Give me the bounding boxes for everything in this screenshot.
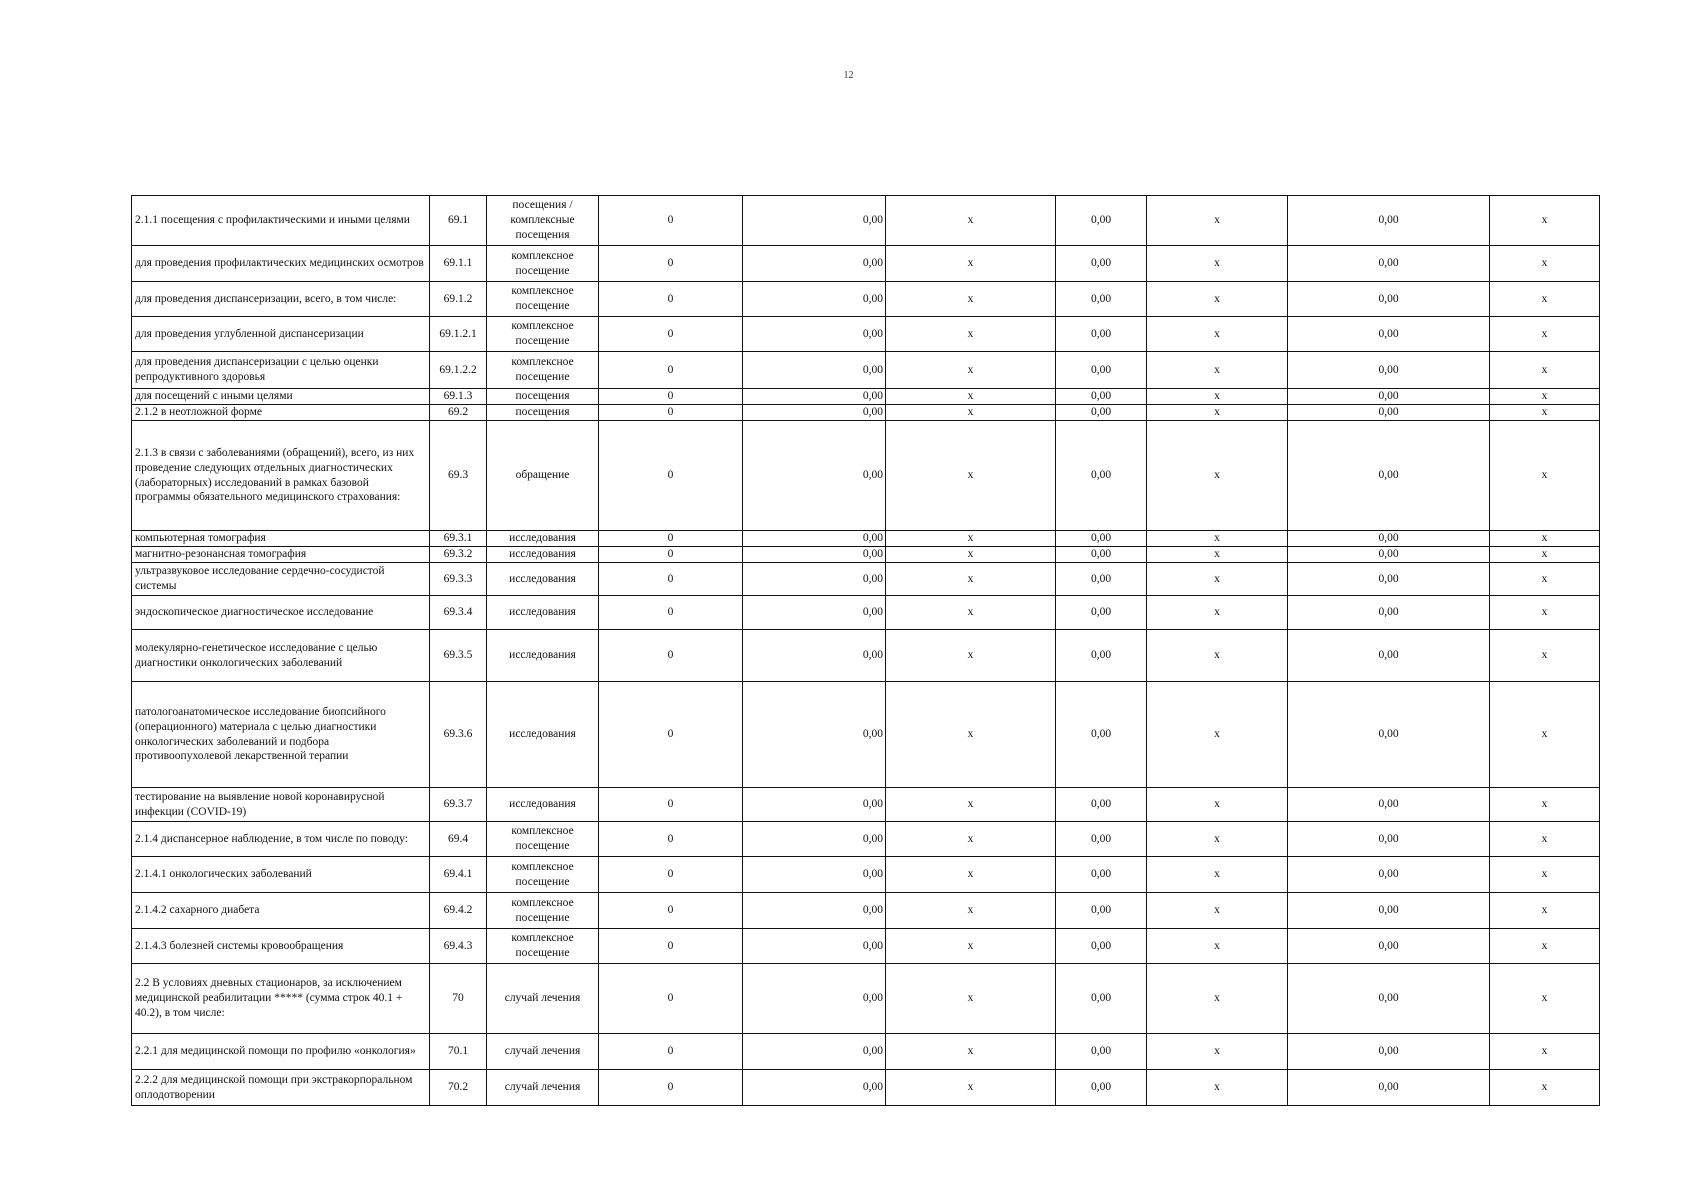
row-value: 0,00 (1288, 929, 1490, 964)
row-volume: 0 (599, 1034, 743, 1070)
row-volume: 0 (599, 421, 743, 531)
row-unit: случай лечения (487, 1034, 599, 1070)
row-code: 69.2 (430, 405, 487, 421)
row-value: 0,00 (1056, 389, 1147, 405)
table-row (132, 246, 1600, 282)
row-mark: х (1147, 563, 1288, 596)
table-body (132, 196, 1600, 1106)
row-mark: х (1490, 389, 1600, 405)
row-cost: 0,00 (743, 405, 886, 421)
row-name: 2.1.2 в неотложной форме (132, 405, 430, 421)
row-value: 0,00 (1056, 531, 1147, 547)
row-value: 0,00 (1288, 196, 1490, 246)
row-cost: 0,00 (743, 1034, 886, 1070)
row-cost: 0,00 (743, 282, 886, 317)
row-value: 0,00 (1288, 282, 1490, 317)
row-cost: 0,00 (743, 1070, 886, 1106)
row-volume: 0 (599, 929, 743, 964)
row-value: 0,00 (1288, 547, 1490, 563)
row-cost: 0,00 (743, 822, 886, 857)
row-cost: 0,00 (743, 563, 886, 596)
row-value: 0,00 (1056, 1034, 1147, 1070)
row-mark: х (886, 682, 1056, 788)
row-mark: х (1147, 1070, 1288, 1106)
row-unit: комплексное посещение (487, 317, 599, 352)
table-row (132, 893, 1600, 929)
row-code: 69.3.1 (430, 531, 487, 547)
row-code: 69.3.4 (430, 596, 487, 630)
row-value: 0,00 (1288, 531, 1490, 547)
row-volume: 0 (599, 822, 743, 857)
row-name: молекулярно-генетическое исследование с целью диагностики онкологических заболеваний (132, 630, 430, 682)
row-volume: 0 (599, 682, 743, 788)
row-unit: посещения (487, 405, 599, 421)
row-value: 0,00 (1288, 1070, 1490, 1106)
row-cost: 0,00 (743, 929, 886, 964)
row-name: патологоанатомическое исследование биопсийного (операционного) материала с целью диагностики онкологических заболеваний и подбора противоопухолевой лекарственной терапии (132, 682, 430, 788)
row-mark: х (1147, 630, 1288, 682)
row-unit: комплексное посещение (487, 893, 599, 929)
row-unit: комплексное посещение (487, 929, 599, 964)
table-row (132, 282, 1600, 317)
table-row (132, 822, 1600, 857)
row-value: 0,00 (1056, 196, 1147, 246)
row-cost: 0,00 (743, 317, 886, 352)
row-volume: 0 (599, 964, 743, 1034)
table-row (132, 196, 1600, 246)
row-cost: 0,00 (743, 246, 886, 282)
row-name: для проведения диспансеризации, всего, в том числе: (132, 282, 430, 317)
row-value: 0,00 (1056, 630, 1147, 682)
row-mark: х (886, 630, 1056, 682)
row-mark: х (1490, 317, 1600, 352)
row-name: тестирование на выявление новой коронавирусной инфекции (COVID-19) (132, 788, 430, 822)
row-value: 0,00 (1288, 1034, 1490, 1070)
row-value: 0,00 (1056, 857, 1147, 893)
row-unit: комплексное посещение (487, 352, 599, 389)
row-mark: х (886, 246, 1056, 282)
row-mark: х (1147, 352, 1288, 389)
row-value: 0,00 (1056, 282, 1147, 317)
row-value: 0,00 (1288, 246, 1490, 282)
row-mark: х (886, 563, 1056, 596)
row-mark: х (886, 389, 1056, 405)
row-mark: х (1490, 405, 1600, 421)
row-cost: 0,00 (743, 531, 886, 547)
row-code: 70 (430, 964, 487, 1034)
row-value: 0,00 (1288, 421, 1490, 531)
row-mark: х (1490, 1034, 1600, 1070)
row-mark: х (886, 282, 1056, 317)
row-unit: случай лечения (487, 964, 599, 1034)
row-code: 69.1.2.2 (430, 352, 487, 389)
table-row (132, 857, 1600, 893)
row-mark: х (1490, 929, 1600, 964)
row-code: 69.1.2 (430, 282, 487, 317)
row-name: для проведения углубленной диспансеризации (132, 317, 430, 352)
row-unit: исследования (487, 547, 599, 563)
row-cost: 0,00 (743, 964, 886, 1034)
table-row (132, 596, 1600, 630)
row-volume: 0 (599, 630, 743, 682)
row-mark: х (1147, 929, 1288, 964)
row-volume: 0 (599, 547, 743, 563)
row-value: 0,00 (1288, 857, 1490, 893)
row-cost: 0,00 (743, 421, 886, 531)
row-value: 0,00 (1056, 682, 1147, 788)
row-mark: х (1490, 547, 1600, 563)
row-volume: 0 (599, 196, 743, 246)
row-volume: 0 (599, 352, 743, 389)
row-code: 69.3.3 (430, 563, 487, 596)
table-row (132, 405, 1600, 421)
row-value: 0,00 (1056, 547, 1147, 563)
row-mark: х (1147, 964, 1288, 1034)
row-cost: 0,00 (743, 596, 886, 630)
row-mark: х (1490, 1070, 1600, 1106)
row-mark: х (886, 317, 1056, 352)
row-mark: х (1147, 405, 1288, 421)
row-mark: х (1147, 547, 1288, 563)
row-cost: 0,00 (743, 682, 886, 788)
table-row (132, 964, 1600, 1034)
row-volume: 0 (599, 857, 743, 893)
row-unit: исследования (487, 596, 599, 630)
row-mark: х (886, 929, 1056, 964)
row-value: 0,00 (1288, 893, 1490, 929)
row-mark: х (1490, 596, 1600, 630)
row-mark: х (1147, 788, 1288, 822)
row-code: 69.3.7 (430, 788, 487, 822)
row-mark: х (1490, 893, 1600, 929)
row-mark: х (1147, 531, 1288, 547)
row-unit: посещения (487, 389, 599, 405)
row-mark: х (886, 964, 1056, 1034)
row-code: 69.3.5 (430, 630, 487, 682)
row-mark: х (1490, 857, 1600, 893)
row-cost: 0,00 (743, 630, 886, 682)
row-name: 2.1.4 диспансерное наблюдение, в том числе по поводу: (132, 822, 430, 857)
row-code: 69.1 (430, 196, 487, 246)
row-mark: х (886, 893, 1056, 929)
row-name: компьютерная томография (132, 531, 430, 547)
row-volume: 0 (599, 531, 743, 547)
row-value: 0,00 (1288, 822, 1490, 857)
table-row (132, 682, 1600, 788)
table-row (132, 389, 1600, 405)
row-cost: 0,00 (743, 788, 886, 822)
row-value: 0,00 (1056, 352, 1147, 389)
row-name: 2.2 В условиях дневных стационаров, за исключением медицинской реабилитации ***** (сумма строк 40.1 + 40.2), в том числе: (132, 964, 430, 1034)
row-volume: 0 (599, 246, 743, 282)
row-code: 69.3.2 (430, 547, 487, 563)
table-row (132, 352, 1600, 389)
row-unit: комплексное посещение (487, 857, 599, 893)
row-value: 0,00 (1288, 352, 1490, 389)
row-value: 0,00 (1056, 893, 1147, 929)
row-name: 2.1.1 посещения с профилактическими и иными целями (132, 196, 430, 246)
row-mark: х (886, 352, 1056, 389)
row-mark: х (1147, 246, 1288, 282)
row-cost: 0,00 (743, 196, 886, 246)
row-code: 69.1.3 (430, 389, 487, 405)
row-mark: х (1147, 1034, 1288, 1070)
row-name: 2.1.3 в связи с заболеваниями (обращений), всего, из них проведение следующих отдельных диагностических (лабораторных) исследований в рамках базовой программы обязательного медицинского страхования: (132, 421, 430, 531)
row-value: 0,00 (1288, 630, 1490, 682)
row-code: 69.4.3 (430, 929, 487, 964)
row-mark: х (886, 196, 1056, 246)
row-value: 0,00 (1288, 563, 1490, 596)
row-value: 0,00 (1056, 822, 1147, 857)
row-mark: х (886, 421, 1056, 531)
row-value: 0,00 (1056, 964, 1147, 1034)
row-value: 0,00 (1056, 405, 1147, 421)
table-row (132, 929, 1600, 964)
row-name: 2.2.2 для медицинской помощи при экстракорпоральном оплодотворении (132, 1070, 430, 1106)
page-number: 12 (843, 70, 854, 81)
row-unit: исследования (487, 682, 599, 788)
row-code: 70.2 (430, 1070, 487, 1106)
table-row (132, 1070, 1600, 1106)
table-row (132, 317, 1600, 352)
row-code: 70.1 (430, 1034, 487, 1070)
row-mark: х (886, 1070, 1056, 1106)
row-value: 0,00 (1288, 788, 1490, 822)
row-mark: х (1147, 893, 1288, 929)
row-cost: 0,00 (743, 893, 886, 929)
row-code: 69.3 (430, 421, 487, 531)
row-name: 2.1.4.2 сахарного диабета (132, 893, 430, 929)
row-value: 0,00 (1056, 788, 1147, 822)
row-mark: х (1490, 352, 1600, 389)
row-name: эндоскопическое диагностическое исследование (132, 596, 430, 630)
row-name: 2.2.1 для медицинской помощи по профилю «онкология» (132, 1034, 430, 1070)
row-value: 0,00 (1288, 317, 1490, 352)
financing-table (131, 195, 1600, 1106)
table-row (132, 563, 1600, 596)
row-mark: х (1490, 246, 1600, 282)
row-cost: 0,00 (743, 352, 886, 389)
row-volume: 0 (599, 389, 743, 405)
row-mark: х (1490, 964, 1600, 1034)
row-mark: х (1490, 563, 1600, 596)
row-name: магнитно-резонансная томография (132, 547, 430, 563)
row-mark: х (886, 822, 1056, 857)
row-code: 69.1.2.1 (430, 317, 487, 352)
row-value: 0,00 (1056, 1070, 1147, 1106)
row-value: 0,00 (1288, 682, 1490, 788)
row-volume: 0 (599, 405, 743, 421)
row-volume: 0 (599, 596, 743, 630)
row-value: 0,00 (1056, 246, 1147, 282)
row-unit: исследования (487, 788, 599, 822)
row-volume: 0 (599, 788, 743, 822)
row-mark: х (1490, 682, 1600, 788)
row-mark: х (1147, 857, 1288, 893)
row-mark: х (1147, 317, 1288, 352)
row-value: 0,00 (1056, 421, 1147, 531)
row-cost: 0,00 (743, 547, 886, 563)
row-name: для проведения диспансеризации с целью оценки репродуктивного здоровья (132, 352, 430, 389)
row-volume: 0 (599, 1070, 743, 1106)
row-mark: х (886, 788, 1056, 822)
row-volume: 0 (599, 893, 743, 929)
row-code: 69.4 (430, 822, 487, 857)
row-volume: 0 (599, 282, 743, 317)
table-row (132, 421, 1600, 531)
row-name: для посещений с иными целями (132, 389, 430, 405)
row-mark: х (886, 596, 1056, 630)
row-mark: х (1490, 630, 1600, 682)
row-unit: обращение (487, 421, 599, 531)
row-mark: х (1147, 282, 1288, 317)
row-unit: случай лечения (487, 1070, 599, 1106)
table-row (132, 1034, 1600, 1070)
row-unit: комплексное посещение (487, 282, 599, 317)
row-mark: х (1147, 822, 1288, 857)
row-mark: х (1490, 788, 1600, 822)
row-cost: 0,00 (743, 389, 886, 405)
row-mark: х (886, 531, 1056, 547)
table-row (132, 531, 1600, 547)
row-mark: х (886, 405, 1056, 421)
row-volume: 0 (599, 317, 743, 352)
row-volume: 0 (599, 563, 743, 596)
row-mark: х (886, 1034, 1056, 1070)
table-row (132, 547, 1600, 563)
table-row (132, 630, 1600, 682)
row-unit: посещения / комплексные посещения (487, 196, 599, 246)
row-unit: комплексное посещение (487, 822, 599, 857)
row-mark: х (1147, 596, 1288, 630)
row-cost: 0,00 (743, 857, 886, 893)
row-value: 0,00 (1056, 929, 1147, 964)
row-unit: комплексное посещение (487, 246, 599, 282)
row-mark: х (1147, 196, 1288, 246)
row-unit: исследования (487, 630, 599, 682)
row-mark: х (1490, 196, 1600, 246)
row-value: 0,00 (1056, 563, 1147, 596)
row-code: 69.3.6 (430, 682, 487, 788)
table-row (132, 788, 1600, 822)
row-mark: х (1147, 421, 1288, 531)
row-mark: х (1490, 421, 1600, 531)
row-code: 69.4.1 (430, 857, 487, 893)
row-unit: исследования (487, 531, 599, 547)
row-name: ультразвуковое исследование сердечно-сосудистой системы (132, 563, 430, 596)
row-value: 0,00 (1288, 596, 1490, 630)
financing-table-wrapper (131, 195, 1599, 1106)
row-mark: х (1147, 389, 1288, 405)
row-value: 0,00 (1056, 317, 1147, 352)
row-mark: х (1490, 282, 1600, 317)
row-code: 69.4.2 (430, 893, 487, 929)
row-name: для проведения профилактических медицинских осмотров (132, 246, 430, 282)
row-mark: х (886, 857, 1056, 893)
row-unit: исследования (487, 563, 599, 596)
row-code: 69.1.1 (430, 246, 487, 282)
row-name: 2.1.4.1 онкологических заболеваний (132, 857, 430, 893)
row-mark: х (1490, 531, 1600, 547)
row-mark: х (1490, 822, 1600, 857)
row-name: 2.1.4.3 болезней системы кровообращения (132, 929, 430, 964)
row-mark: х (1147, 682, 1288, 788)
row-value: 0,00 (1288, 964, 1490, 1034)
row-value: 0,00 (1288, 389, 1490, 405)
row-value: 0,00 (1288, 405, 1490, 421)
row-value: 0,00 (1056, 596, 1147, 630)
row-mark: х (886, 547, 1056, 563)
